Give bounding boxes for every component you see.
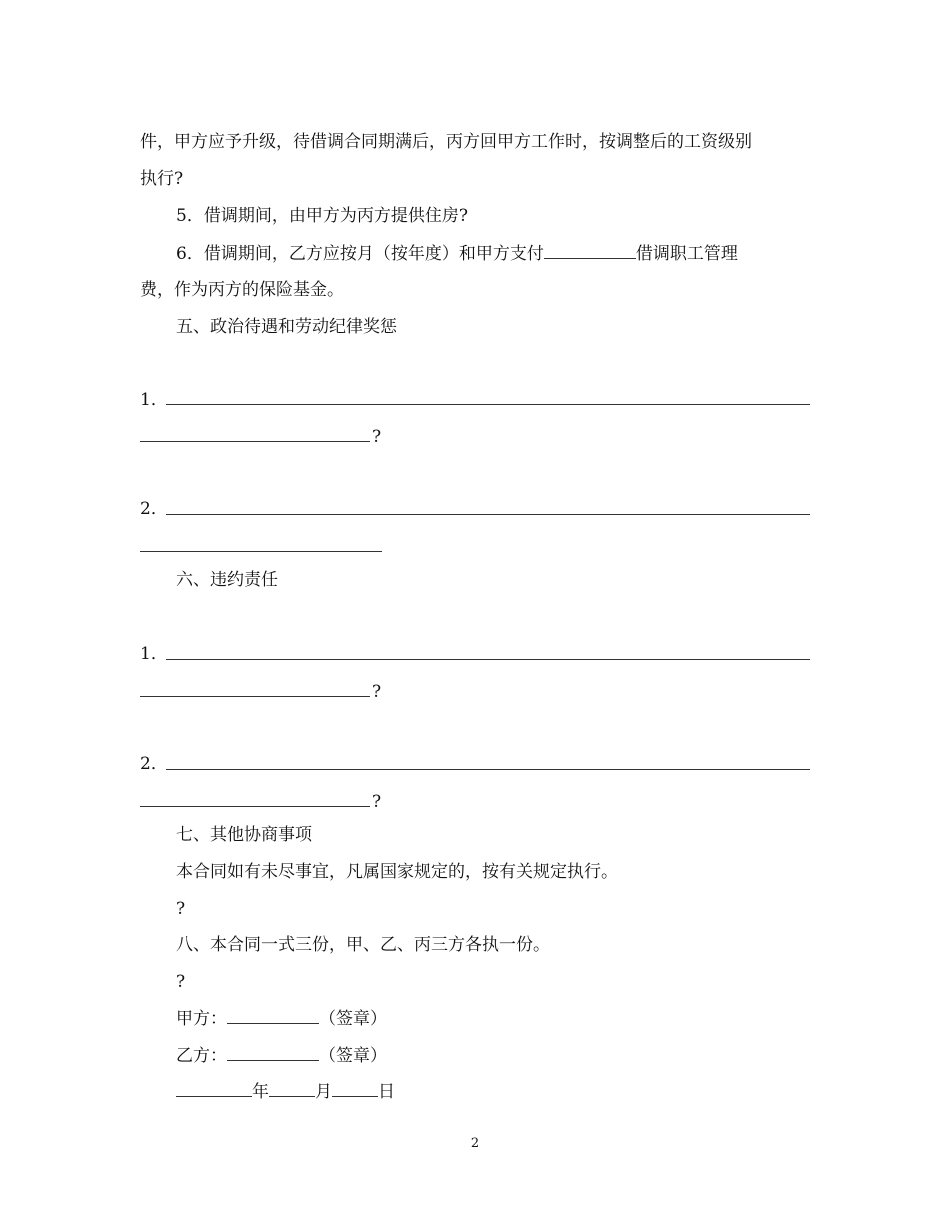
signature-party-a	[176, 1006, 387, 1031]
item-end-mark: ?	[372, 682, 382, 702]
year-label: 年	[252, 1082, 269, 1102]
paragraph-line: 执行?	[140, 169, 184, 189]
blank-line	[166, 769, 810, 770]
placeholder-mark: ?	[176, 899, 186, 919]
blank-line	[140, 551, 382, 552]
section-heading-8: 八、本合同一式三份，甲、乙、丙三方各执一份。	[176, 935, 550, 955]
item-number: 2．	[140, 499, 168, 519]
blank-fee	[544, 241, 636, 259]
party-b-blank	[227, 1043, 319, 1061]
day-blank	[332, 1079, 378, 1097]
party-b-seal: （签章）	[319, 1046, 387, 1066]
paragraph-line: 费，作为丙方的保险基金。	[140, 280, 344, 300]
page-number: 2	[470, 1136, 480, 1151]
section-heading-7: 七、其他协商事项	[176, 825, 312, 845]
signature-party-b	[176, 1043, 387, 1068]
party-a-blank	[227, 1006, 319, 1024]
day-label: 日	[378, 1082, 395, 1102]
placeholder-mark: ?	[176, 972, 186, 992]
blank-line	[140, 806, 370, 807]
month-blank	[269, 1079, 315, 1097]
date-line	[176, 1079, 395, 1104]
clause-6-text-b: 借调职工管理	[635, 244, 738, 264]
paragraph-line: 本合同如有未尽事宜，凡属国家规定的，按有关规定执行。	[176, 862, 618, 882]
year-blank	[176, 1079, 252, 1097]
party-b-label: 乙方：	[176, 1046, 227, 1066]
item-number: 2．	[140, 754, 168, 774]
party-a-seal: （签章）	[319, 1009, 387, 1029]
blank-line	[166, 404, 810, 405]
section-heading-5: 五、政治待遇和劳动纪律奖惩	[176, 317, 397, 337]
section-heading-6: 六、违约责任	[176, 570, 278, 590]
item-end-mark: ?	[372, 792, 382, 812]
clause-6	[176, 241, 738, 266]
month-label: 月	[315, 1082, 332, 1102]
paragraph-line: 件，甲方应予升级，待借调合同期满后，丙方回甲方工作时，按调整后的工资级别	[140, 132, 752, 152]
blank-line	[140, 696, 370, 697]
item-number: 1．	[140, 644, 168, 664]
item-end-mark: ?	[372, 427, 382, 447]
clause-5: 5．借调期间，由甲方为丙方提供住房?	[176, 206, 468, 226]
item-number: 1．	[140, 390, 168, 410]
blank-line	[166, 659, 810, 660]
blank-line	[166, 514, 810, 515]
blank-line	[140, 441, 370, 442]
clause-6-text-a: 6．借调期间，乙方应按月（按年度）和甲方支付	[176, 244, 544, 264]
party-a-label: 甲方：	[176, 1009, 227, 1029]
